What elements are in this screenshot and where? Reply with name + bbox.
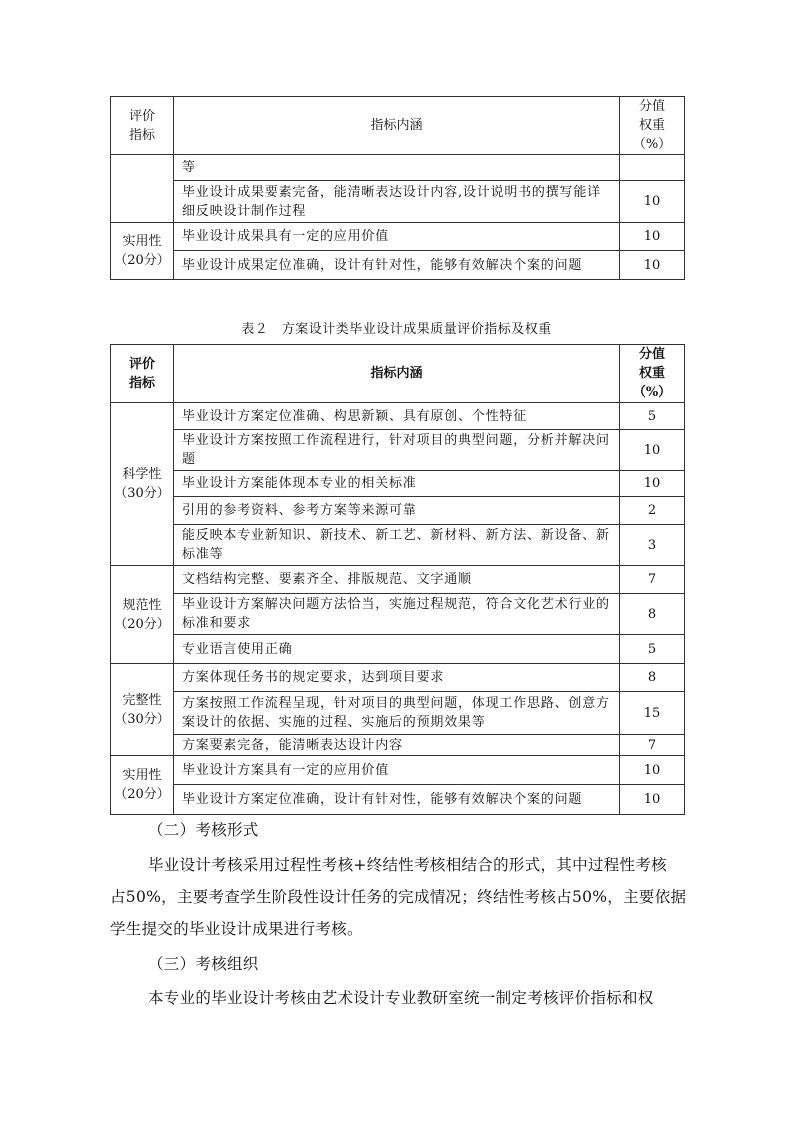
row-weight: 10 — [620, 471, 685, 497]
row-weight: 10 — [620, 181, 685, 223]
header-content: 指标内涵 — [174, 97, 620, 155]
table-row — [111, 155, 685, 181]
table-row — [111, 430, 685, 471]
category-practical: 实用性 （20分） — [111, 223, 174, 280]
row-content: 毕业设计成果定位准确，设计有针对性，能够有效解决个案的问题 — [174, 251, 620, 280]
row-content: 等 — [174, 155, 620, 181]
category-complete: 完整性 （30分） — [111, 664, 174, 756]
paragraph-line: 毕业设计考核采用过程性考核+终结性考核相结合的形式，其中过程性考核 — [148, 856, 667, 874]
row-content: 毕业设计方案按照工作流程进行，针对项目的典型问题，分析并解决问题 — [174, 430, 620, 471]
row-content: 毕业设计方案解决问题方法恰当，实施过程规范，符合文化艺术行业的标准和要求 — [174, 594, 620, 635]
row-content: 毕业设计方案定位准确，设计有针对性，能够有效解决个案的问题 — [174, 785, 620, 815]
row-content: 毕业设计方案具有一定的应用价值 — [174, 756, 620, 785]
header-indicator: 评价 指标 — [111, 345, 174, 403]
row-content: 毕业设计方案能体现本专业的相关标准 — [174, 471, 620, 497]
row-weight: 15 — [620, 692, 685, 735]
header-weight: 分值 权重 （%） — [620, 97, 685, 155]
row-content: 方案要素完备，能清晰表达设计内容 — [174, 735, 620, 756]
row-content: 方案体现任务书的规定要求，达到项目要求 — [174, 664, 620, 692]
paragraph-line: 学生提交的毕业设计成果进行考核。 — [110, 920, 363, 938]
category-science: 科学性 （30分） — [111, 403, 174, 566]
row-weight: 7 — [620, 735, 685, 756]
table-row — [111, 251, 685, 280]
row-content: 方案按照工作流程呈现，针对项目的典型问题，体现工作思路、创意方案设计的依据、实施的过程、实施后的预期效果等 — [174, 692, 620, 735]
category-practical: 实用性 （20分） — [111, 756, 174, 815]
row-weight: 10 — [620, 785, 685, 815]
row-content: 能反映本专业新知识、新技术、新工艺、新材料、新方法、新设备、新标准等 — [174, 525, 620, 566]
row-weight — [620, 155, 685, 181]
row-weight: 2 — [620, 497, 685, 525]
row-content: 毕业设计方案定位准确、构思新颖、具有原创、个性特征 — [174, 403, 620, 430]
table-row — [111, 403, 685, 430]
paragraph-line: 占50%，主要考查学生阶段性设计任务的完成情况；终结性考核占50%，主要依据 — [110, 888, 687, 906]
table-row — [111, 223, 685, 251]
row-weight: 10 — [620, 223, 685, 251]
row-content: 文档结构完整、要素齐全、排版规范、文字通顺 — [174, 566, 620, 594]
table-row — [111, 181, 685, 223]
table-caption: 表２ 方案设计类毕业设计成果质量评价指标及权重 — [241, 322, 552, 337]
paragraph-line: 本专业的毕业设计考核由艺术设计专业教研室统一制定考核评价指标和权 — [148, 989, 654, 1007]
table-row — [111, 785, 685, 815]
table-header-row — [111, 97, 685, 155]
table-row — [111, 497, 685, 525]
row-weight: 5 — [620, 403, 685, 430]
row-weight: 10 — [620, 251, 685, 280]
header-content: 指标内涵 — [174, 345, 620, 403]
row-content: 专业语言使用正确 — [174, 635, 620, 664]
category-standard: 规范性 （20分） — [111, 566, 174, 664]
table-row — [111, 756, 685, 785]
row-weight: 8 — [620, 664, 685, 692]
table-row — [111, 692, 685, 735]
row-weight: 7 — [620, 566, 685, 594]
row-weight: 8 — [620, 594, 685, 635]
section-heading-assessment-form: （二）考核形式 — [148, 821, 259, 839]
table-header-row — [111, 345, 685, 403]
category-cell-empty — [111, 155, 174, 223]
row-content: 毕业设计成果具有一定的应用价值 — [174, 223, 620, 251]
evaluation-table-continued — [110, 96, 685, 280]
row-content: 引用的参考资料、参考方案等来源可靠 — [174, 497, 620, 525]
table-row — [111, 635, 685, 664]
table-row — [111, 525, 685, 566]
row-weight: 3 — [620, 525, 685, 566]
header-weight: 分值 权重 （%） — [620, 345, 685, 403]
row-weight: 10 — [620, 430, 685, 471]
table-row — [111, 471, 685, 497]
row-content: 毕业设计成果要素完备，能清晰表达设计内容,设计说明书的撰写能详细反映设计制作过程 — [174, 181, 620, 223]
table-row — [111, 566, 685, 594]
table-row — [111, 664, 685, 692]
evaluation-table — [110, 344, 685, 815]
row-weight: 10 — [620, 756, 685, 785]
row-weight: 5 — [620, 635, 685, 664]
header-indicator: 评价 指标 — [111, 97, 174, 155]
table-row — [111, 735, 685, 756]
section-heading-assessment-organization: （三）考核组织 — [148, 955, 259, 973]
table-row — [111, 594, 685, 635]
